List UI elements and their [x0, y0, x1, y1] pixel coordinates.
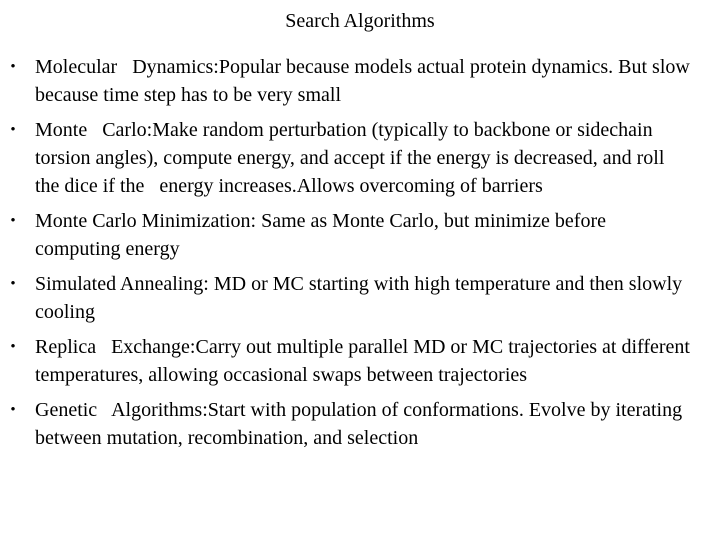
list-item	[0, 207, 690, 263]
bullet-icon: •	[10, 59, 16, 75]
list-item-text: Replica Exchange:Carry out multiple parallel MD or MC trajectories at different temperatures, allowing occasional swaps between trajectories	[35, 336, 695, 386]
list-item-text: Molecular Dynamics:Popular because models actual protein dynamics. But slow because time step has to be very small	[35, 56, 695, 106]
bullet-list	[0, 53, 720, 459]
list-item	[0, 333, 695, 389]
list-item-text: Monte Carlo:Make random perturbation (typically to backbone or sidechain torsion angles), compute energy, and accept if the energy is decreased, and roll the dice if the energy increases.Allows overcoming of barriers	[35, 119, 670, 197]
list-item-text: Simulated Annealing: MD or MC starting with high temperature and then slowly cooling	[35, 273, 688, 323]
list-item	[0, 396, 690, 452]
bullet-icon: •	[10, 213, 16, 229]
list-item-text: Monte Carlo Minimization: Same as Monte Carlo, but minimize before computing energy	[35, 210, 611, 260]
bullet-icon: •	[10, 402, 16, 418]
slide-title: Search Algorithms	[285, 10, 435, 32]
bullet-icon: •	[10, 122, 16, 138]
list-item-text: Genetic Algorithms:Start with population of conformations. Evolve by iterating between mutation, recombination, and selection	[35, 399, 688, 449]
bullet-icon: •	[10, 276, 16, 292]
list-item	[0, 270, 690, 326]
bullet-icon: •	[10, 339, 16, 355]
list-item	[0, 116, 690, 200]
list-item	[0, 53, 695, 109]
